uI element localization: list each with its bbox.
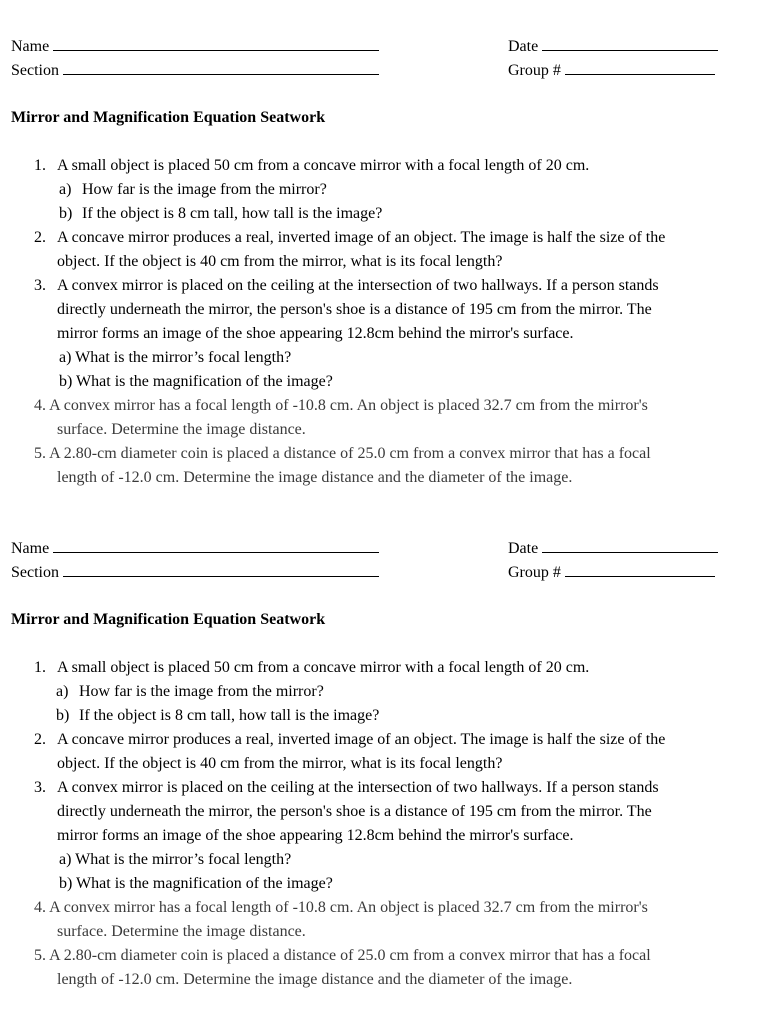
name-field [11,536,379,560]
question-4 [0,896,768,944]
question-text-line-3: mirror forms an image of the shoe appearing 12.8cm behind the mirror's surface. [57,325,574,342]
question-text-line-2: surface. Determine the image distance. [57,421,306,438]
question-text: A small object is placed 50 cm from a concave mirror with a focal length of 20 cm. [57,659,590,676]
question-number: 3. [34,277,46,294]
question-text-line-1: 5. A 2.80-cm diameter coin is placed a distance of 25.0 cm from a convex mirror that has a focal [34,445,651,462]
question-3 [0,274,768,394]
question-text-line-1: A concave mirror produces a real, inverted image of an object. The image is half the size of the [57,731,666,748]
date-blank-line [542,34,718,51]
name-label: Name [11,540,50,557]
question-number: 2. [34,731,46,748]
subquestion-b: b) What is the magnification of the image? [59,875,333,892]
subquestion-b-text: If the object is 8 cm tall, how tall is the image? [82,205,383,222]
subquestion-a: a) What is the mirror’s focal length? [59,349,292,366]
group-label: Group # [508,564,561,581]
question-number: 1. [34,157,46,174]
worksheet-title: Mirror and Magnification Equation Seatwork [11,611,326,628]
question-text-line-2: object. If the object is 40 cm from the mirror, what is its focal length? [57,755,503,772]
question-5 [0,442,768,490]
question-1 [0,154,768,226]
subquestion-a-text: How far is the image from the mirror? [82,181,327,198]
subquestion-a-text: How far is the image from the mirror? [79,683,324,700]
question-text-line-1: A concave mirror produces a real, inverted image of an object. The image is half the size of the [57,229,666,246]
date-blank-line [542,536,718,553]
question-text-line-1: 4. A convex mirror has a focal length of -10.8 cm. An object is placed 32.7 cm from the mirror's [34,899,648,916]
section-label: Section [11,564,59,581]
subquestion-a: a) What is the mirror’s focal length? [59,851,292,868]
section-blank-line [63,560,379,577]
question-text-line-1: A convex mirror is placed on the ceiling at the intersection of two hallways. If a person stands [57,277,659,294]
subquestion-b-label: b) [59,205,73,222]
question-text-line-2: surface. Determine the image distance. [57,923,306,940]
question-4 [0,394,768,442]
group-blank-line [565,58,715,75]
question-1 [0,656,768,728]
group-label: Group # [508,62,561,79]
question-number: 3. [34,779,46,796]
date-label: Date [508,38,539,55]
question-number: 2. [34,229,46,246]
question-text-line-1: A convex mirror is placed on the ceiling at the intersection of two hallways. If a person stands [57,779,659,796]
date-label: Date [508,540,539,557]
question-text-line-3: mirror forms an image of the shoe appearing 12.8cm behind the mirror's surface. [57,827,574,844]
question-text-line-2: length of -12.0 cm. Determine the image distance and the diameter of the image. [57,469,573,486]
name-field [11,34,379,58]
worksheet-title: Mirror and Magnification Equation Seatwork [11,109,326,126]
question-2 [0,226,768,274]
group-field [508,58,715,82]
group-blank-line [565,560,715,577]
name-blank-line [53,536,379,553]
subquestion-a-label: a) [56,683,69,700]
section-field [11,560,379,584]
question-3 [0,776,768,896]
question-text: A small object is placed 50 cm from a concave mirror with a focal length of 20 cm. [57,157,590,174]
question-text-line-2: directly underneath the mirror, the person's shoe is a distance of 195 cm from the mirror. The [57,301,652,318]
date-field [508,34,718,58]
subquestion-b-text: If the object is 8 cm tall, how tall is the image? [79,707,380,724]
section-label: Section [11,62,59,79]
question-text-line-2: object. If the object is 40 cm from the mirror, what is its focal length? [57,253,503,270]
question-text-line-2: directly underneath the mirror, the person's shoe is a distance of 195 cm from the mirror. The [57,803,652,820]
date-field [508,536,718,560]
subquestion-a-label: a) [59,181,72,198]
question-2 [0,728,768,776]
question-text-line-1: 4. A convex mirror has a focal length of -10.8 cm. An object is placed 32.7 cm from the mirror's [34,397,648,414]
question-text-line-1: 5. A 2.80-cm diameter coin is placed a distance of 25.0 cm from a convex mirror that has a focal [34,947,651,964]
group-field [508,560,715,584]
name-blank-line [53,34,379,51]
section-blank-line [63,58,379,75]
subquestion-b-label: b) [56,707,70,724]
question-text-line-2: length of -12.0 cm. Determine the image distance and the diameter of the image. [57,971,573,988]
section-field [11,58,379,82]
question-5 [0,944,768,992]
name-label: Name [11,38,50,55]
question-number: 1. [34,659,46,676]
subquestion-b: b) What is the magnification of the image? [59,373,333,390]
